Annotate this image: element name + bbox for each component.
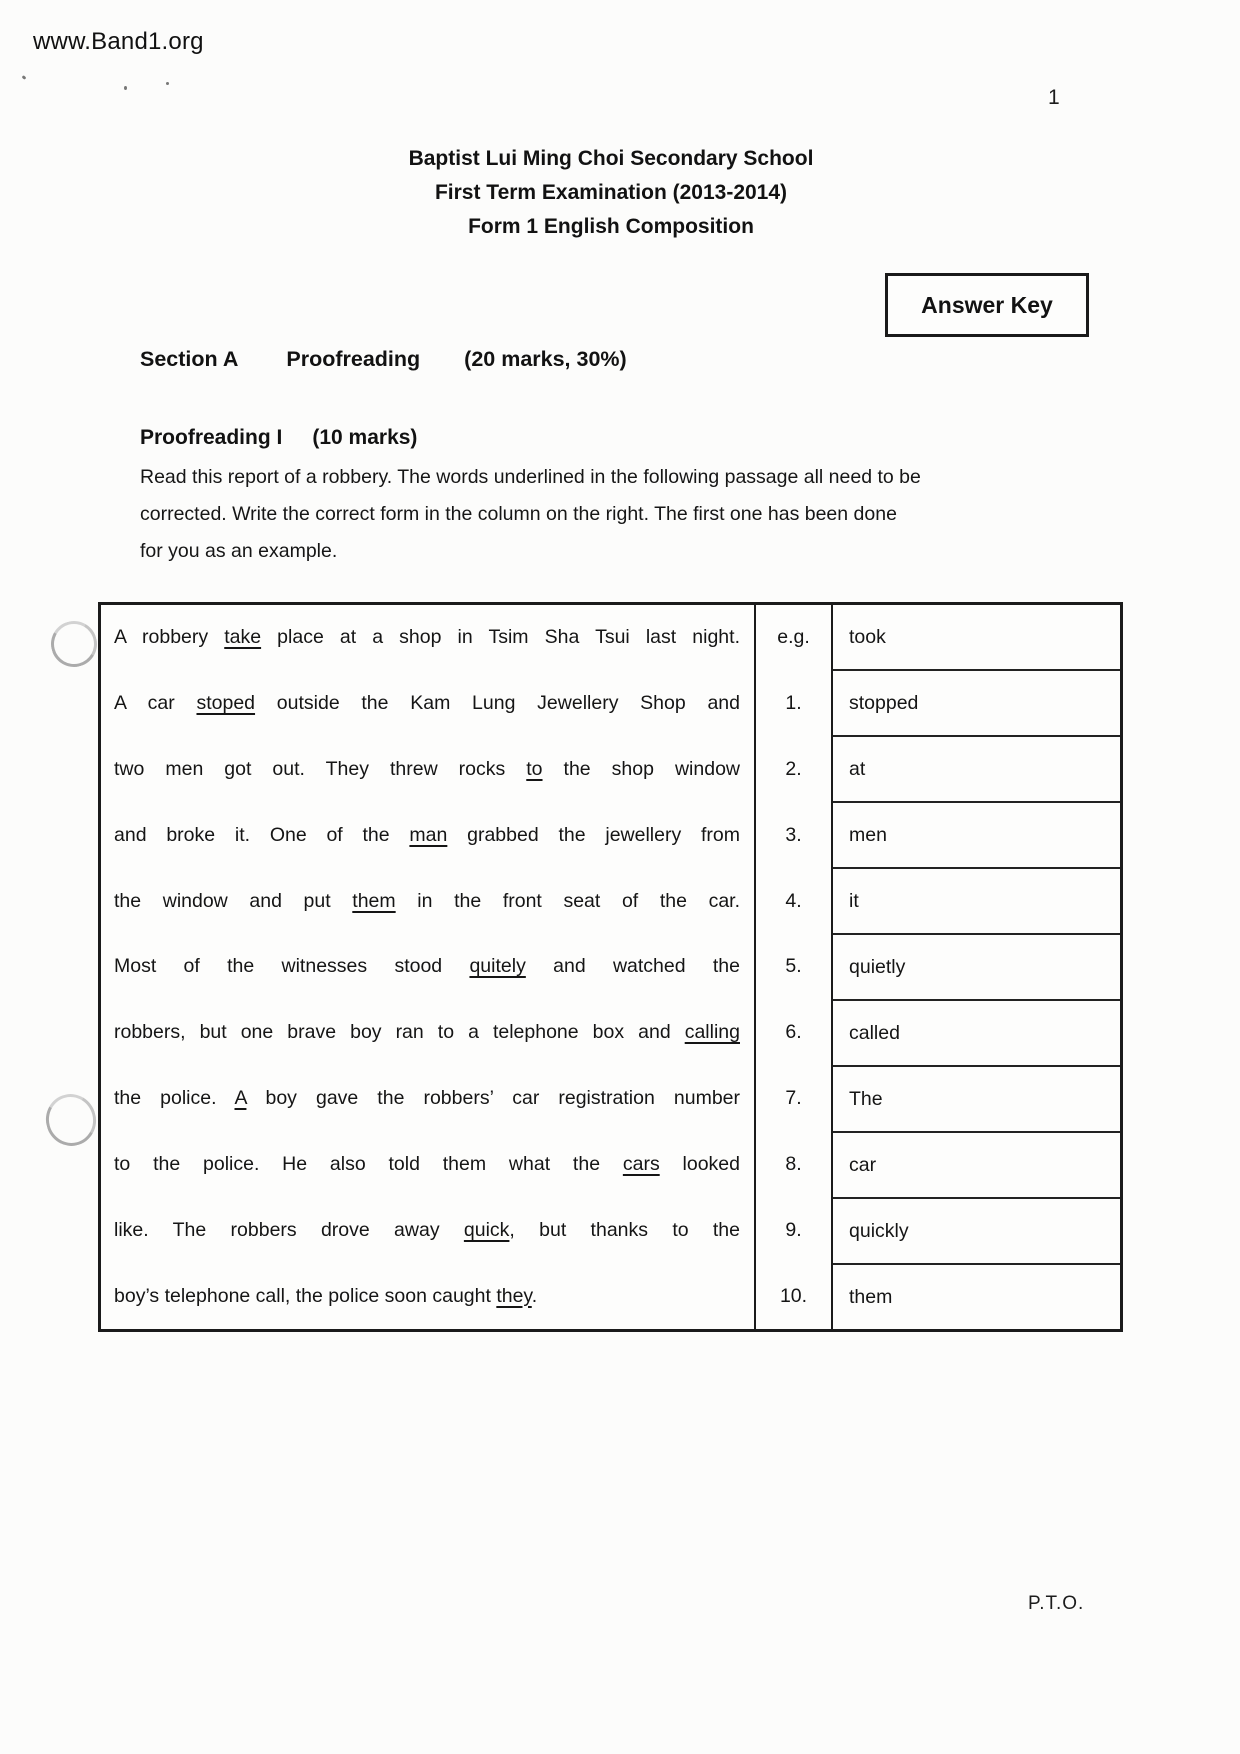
instructions-line: corrected. Write the correct form in the column on the right. The first one has been done	[140, 503, 897, 525]
answer-cell: quickly	[833, 1199, 1120, 1265]
passage-line: A car stoped outside the Kam Lung Jewellery Shop and	[114, 692, 740, 715]
exam-header	[0, 142, 1222, 244]
section-id: Section A	[140, 347, 239, 371]
passage-line: robbers, but one brave boy ran to a telephone box and calling	[114, 1021, 740, 1044]
answer-key-box	[885, 273, 1089, 337]
answer-cell: at	[833, 737, 1120, 803]
scan-speck	[22, 75, 27, 80]
answer-cell: them	[849, 1285, 893, 1308]
proofreading-part-heading	[140, 426, 417, 450]
answer-column	[833, 605, 1120, 1329]
passage-line: to the police. He also told them what the cars looked	[114, 1152, 740, 1175]
proofreading-table	[98, 602, 1123, 1332]
answer-cell: it	[833, 869, 1120, 935]
item-number: 6.	[785, 1021, 802, 1044]
passage-line: boy’s telephone call, the police soon caught they.	[114, 1284, 538, 1307]
item-number: 9.	[785, 1218, 802, 1241]
page-number: 1	[1048, 86, 1060, 109]
scan-speck	[166, 82, 169, 85]
item-number: 1.	[785, 692, 802, 715]
answer-key-label: Answer Key	[921, 291, 1053, 318]
answer-cell: car	[833, 1133, 1120, 1199]
instructions	[140, 459, 921, 570]
instructions-line: for you as an example.	[140, 540, 338, 562]
exam-title: First Term Examination (2013-2014)	[434, 181, 788, 204]
answer-cell: quietly	[833, 935, 1120, 1001]
page-turn-over-label: P.T.O.	[1028, 1593, 1085, 1614]
passage-line: the window and put them in the front seat of the car.	[114, 889, 741, 912]
item-number: 4.	[785, 889, 802, 912]
answer-cell: stopped	[833, 671, 1120, 737]
passage-line: the police. A boy gave the robbers’ car registration number	[114, 1087, 740, 1110]
passage-line: Most of the witnesses stood quitely and watched the	[114, 955, 740, 978]
item-number: 10.	[779, 1284, 808, 1307]
passage-line: A robbery take place at a shop in Tsim Sha Tsui last night.	[114, 626, 740, 649]
part-title: Proofreading I	[140, 426, 283, 449]
scan-speck	[124, 86, 127, 90]
section-marks: (20 marks, 30%)	[464, 347, 627, 371]
item-number: 3.	[785, 823, 802, 846]
passage-column	[101, 605, 756, 1329]
passage-line: like. The robbers drove away quick, but thanks to the	[114, 1218, 740, 1241]
section-a-heading	[140, 347, 627, 372]
school-name: Baptist Lui Ming Choi Secondary School	[408, 147, 814, 170]
item-number: 8.	[785, 1152, 802, 1175]
passage-line: two men got out. They threw rocks to the shop window	[114, 758, 740, 781]
item-number-column	[756, 605, 833, 1329]
instructions-line: Read this report of a robbery. The words underlined in the following passage all need to be	[140, 466, 921, 488]
item-number: 5.	[785, 955, 802, 978]
exam-subject: Form 1 English Composition	[468, 215, 754, 238]
item-number: 7.	[785, 1087, 802, 1110]
hole-punch-mark	[46, 616, 102, 672]
item-number: e.g.	[777, 626, 810, 649]
part-marks: (10 marks)	[312, 426, 418, 449]
hole-punch-mark	[40, 1088, 102, 1151]
section-name: Proofreading	[286, 347, 421, 371]
answer-cell: called	[833, 1001, 1120, 1067]
answer-cell: took	[833, 605, 1120, 671]
answer-cell: men	[833, 803, 1120, 869]
passage-line: and broke it. One of the man grabbed the jewellery from	[114, 823, 740, 846]
answer-cell: The	[833, 1067, 1120, 1133]
item-number: 2.	[785, 758, 802, 781]
watermark-url: www.Band1.org	[33, 28, 204, 55]
